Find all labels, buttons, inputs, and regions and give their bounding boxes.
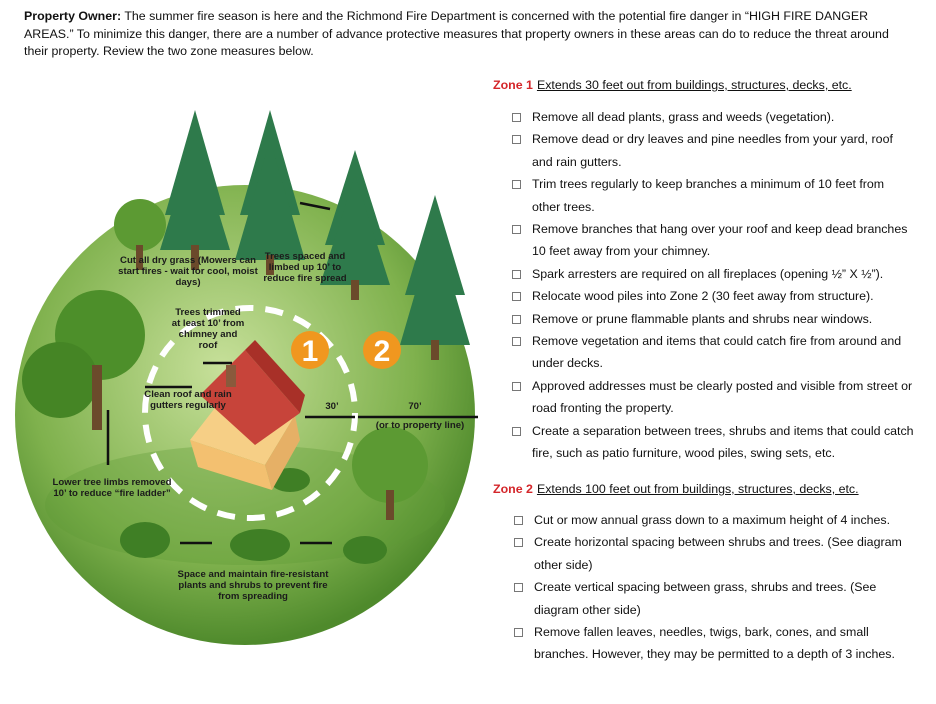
zone1-title: Zone 1 [493,78,533,92]
list-item: Remove or prune flammable plants and shrubs near windows. [510,308,915,330]
list-item: Remove all dead plants, grass and weeds (vegetation). [510,106,915,128]
label-property-line: (or to property line) [375,420,465,431]
label-30-feet: 30’ [325,401,339,412]
label-trees-spaced: Trees spaced and limbed up 10’ to reduce fire spread [263,251,347,284]
label-70-feet: 70’ [408,401,422,412]
label-space-plants: Space and maintain fire-resistant plants and shrubs to prevent fire from spreading [177,569,329,602]
list-item: Remove vegetation and items that could catch fire from around and under decks. [510,330,915,375]
checkbox-icon [512,292,521,301]
list-item: Cut or mow annual grass down to a maximum height of 4 inches. [512,509,912,531]
zone2-badge-number: 2 [373,335,391,368]
checkbox-icon [512,427,521,436]
checkbox-icon [512,225,521,234]
checkbox-icon [514,538,523,547]
list-item: Trim trees regularly to keep branches a minimum of 10 feet from other trees. [510,173,915,218]
checkbox-icon [514,583,523,592]
intro-label: Property Owner: [24,9,122,23]
checkbox-icon [512,180,521,189]
zone1-badge-number: 1 [301,335,319,368]
zone1-heading [493,78,852,92]
checkbox-icon [512,337,521,346]
list-item: Approved addresses must be clearly posted and visible from street or road fronting the property. [510,375,915,420]
checkbox-icon [512,135,521,144]
label-lower-limbs: Lower tree limbs removed 10’ to reduce “fire ladder” [52,477,172,499]
checkbox-icon [514,628,523,637]
list-item: Relocate wood piles into Zone 2 (30 feet away from structure). [510,285,915,307]
defensible-space-diagram [0,95,490,695]
zone1-extent: Extends 30 feet out from buildings, structures, decks, etc. [536,78,852,92]
intro-text: The summer fire season is here and the Richmond Fire Department is concerned with the potential fire danger in “HIGH FIRE DANGER AREAS.” To minimize this danger, there are a number of advance protective measures that property owners in these areas can do to reduce the threat around their property. Review the two zone measures below. [24,9,889,58]
intro-paragraph [24,8,914,61]
checkbox-icon [514,516,523,525]
list-item: Create horizontal spacing between shrubs and trees. (See diagram other side) [512,531,912,576]
checkbox-icon [512,113,521,122]
list-item: Remove dead or dry leaves and pine needles from your yard, roof and rain gutters. [510,128,915,173]
checkbox-icon [512,382,521,391]
zone2-extent: Extends 100 feet out from buildings, structures, decks, etc. [536,482,859,496]
list-item: Remove branches that hang over your roof and keep dead branches 10 feet away from your chimney. [510,218,915,263]
label-cut-grass: Cut all dry grass (Mowers can start fires - wait for cool, moist days) [118,255,258,288]
checkbox-icon [512,270,521,279]
list-item: Spark arresters are required on all fireplaces (opening ½” X ½”). [510,263,915,285]
list-item: Create vertical spacing between grass, shrubs and trees. (See diagram other side) [512,576,912,621]
zone2-title: Zone 2 [493,482,533,496]
diagram-illustration [0,95,490,695]
zone2-heading [493,482,859,496]
label-clean-roof: Clean roof and rain gutters regularly [144,389,232,411]
checkbox-icon [512,315,521,324]
zone1-list [510,106,915,465]
label-trees-trimmed: Trees trimmed at least 10’ from chimney and roof [171,307,245,351]
list-item: Remove fallen leaves, needles, twigs, bark, cones, and small branches. However, they may be permitted to a depth of 3 inches. [512,621,912,666]
zone2-list [512,509,912,666]
list-item: Create a separation between trees, shrubs and items that could catch fire, such as patio furniture, wood piles, swing sets, etc. [510,420,915,465]
